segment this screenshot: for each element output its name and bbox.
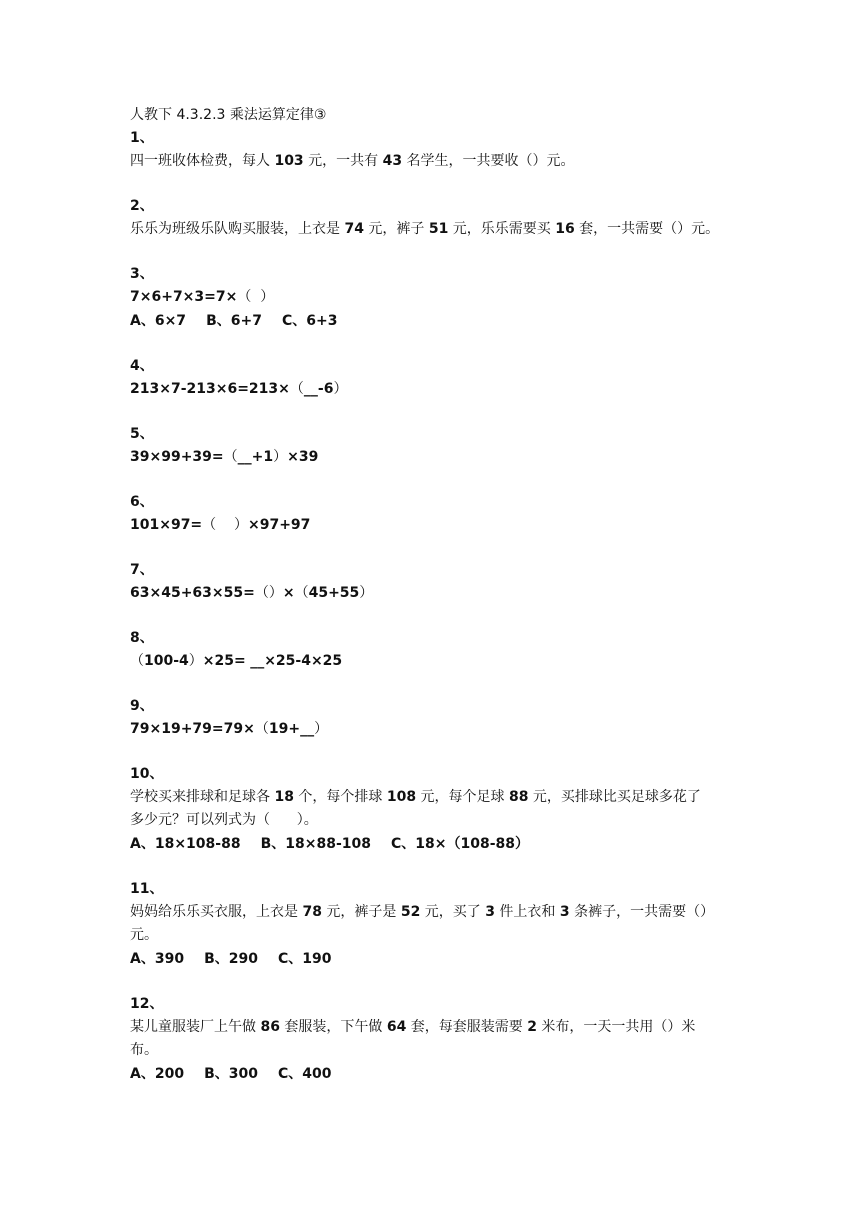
question-text: 布。 [130, 1042, 158, 1058]
question-list [130, 127, 740, 1086]
question-7 [130, 559, 740, 605]
question-text: 79×19+79=79×（19+__） [130, 721, 329, 737]
answer-option: A、200 [130, 1066, 185, 1082]
question-number: 3、 [130, 266, 154, 282]
question-text: （100-4）×25= __×25-4×25 [130, 653, 343, 669]
question-number: 1、 [130, 130, 154, 146]
answer-option: C、18×（108-88） [390, 836, 529, 852]
answer-options [130, 833, 740, 856]
answer-option: B、300 [204, 1066, 258, 1082]
question-11 [130, 878, 740, 971]
question-12 [130, 993, 740, 1086]
question-text: 101×97=（ ）×97+97 [130, 517, 311, 533]
question-10 [130, 763, 740, 856]
question-text: 四一班收体检费，每人 103 元，一共有 43 名学生，一共要收（）元。 [130, 153, 575, 169]
worksheet-title: 人教下 4.3.2.3 乘法运算定律③ [130, 107, 327, 123]
question-number: 11、 [130, 881, 164, 897]
answer-option: C、6+3 [281, 313, 338, 329]
question-8 [130, 627, 740, 673]
answer-options [130, 948, 740, 971]
question-6 [130, 491, 740, 537]
question-text: 7×6+7×3=7×（ ） [130, 289, 275, 305]
answer-option: B、290 [204, 951, 258, 967]
question-number: 5、 [130, 426, 154, 442]
question-text: 元。 [130, 927, 158, 943]
question-number: 7、 [130, 562, 154, 578]
question-number: 12、 [130, 996, 164, 1012]
question-3 [130, 263, 740, 333]
answer-option: A、390 [130, 951, 185, 967]
worksheet-content [130, 104, 740, 1108]
answer-options [130, 310, 740, 333]
question-9 [130, 695, 740, 741]
question-2 [130, 195, 740, 241]
question-text: 乐乐为班级乐队购买服装，上衣是 74 元，裤子 51 元，乐乐需要买 16 套，一共需要（）元。 [130, 221, 720, 237]
question-number: 4、 [130, 358, 154, 374]
answer-options [130, 1063, 740, 1086]
question-text: 39×99+39=（__+1）×39 [130, 449, 319, 465]
question-text: 学校买来排球和足球各 18 个，每个排球 108 元，每个足球 88 元，买排球比买足球多花了 [130, 789, 701, 805]
answer-option: C、190 [277, 951, 332, 967]
question-text: 多少元？可以列式为（ ）。 [130, 812, 318, 828]
question-text: 某儿童服装厂上午做 86 套服装，下午做 64 套，每套服装需要 2 米布，一天一共用（）米 [130, 1019, 696, 1035]
answer-option: C、400 [277, 1066, 332, 1082]
answer-option: B、18×88-108 [260, 836, 371, 852]
question-text: 63×45+63×55=（）×（45+55） [130, 585, 374, 601]
question-4 [130, 355, 740, 401]
answer-option: A、18×108-88 [130, 836, 241, 852]
question-number: 6、 [130, 494, 154, 510]
question-1 [130, 127, 740, 173]
question-text: 妈妈给乐乐买衣服，上衣是 78 元，裤子是 52 元，买了 3 件上衣和 3 条裤子，一共需要（） [130, 904, 715, 920]
question-number: 2、 [130, 198, 154, 214]
answer-option: A、6×7 [130, 313, 187, 329]
question-number: 10、 [130, 766, 164, 782]
question-number: 8、 [130, 630, 154, 646]
answer-option: B、6+7 [206, 313, 262, 329]
question-text: 213×7-213×6=213×（__-6） [130, 381, 348, 397]
question-5 [130, 423, 740, 469]
question-number: 9、 [130, 698, 154, 714]
